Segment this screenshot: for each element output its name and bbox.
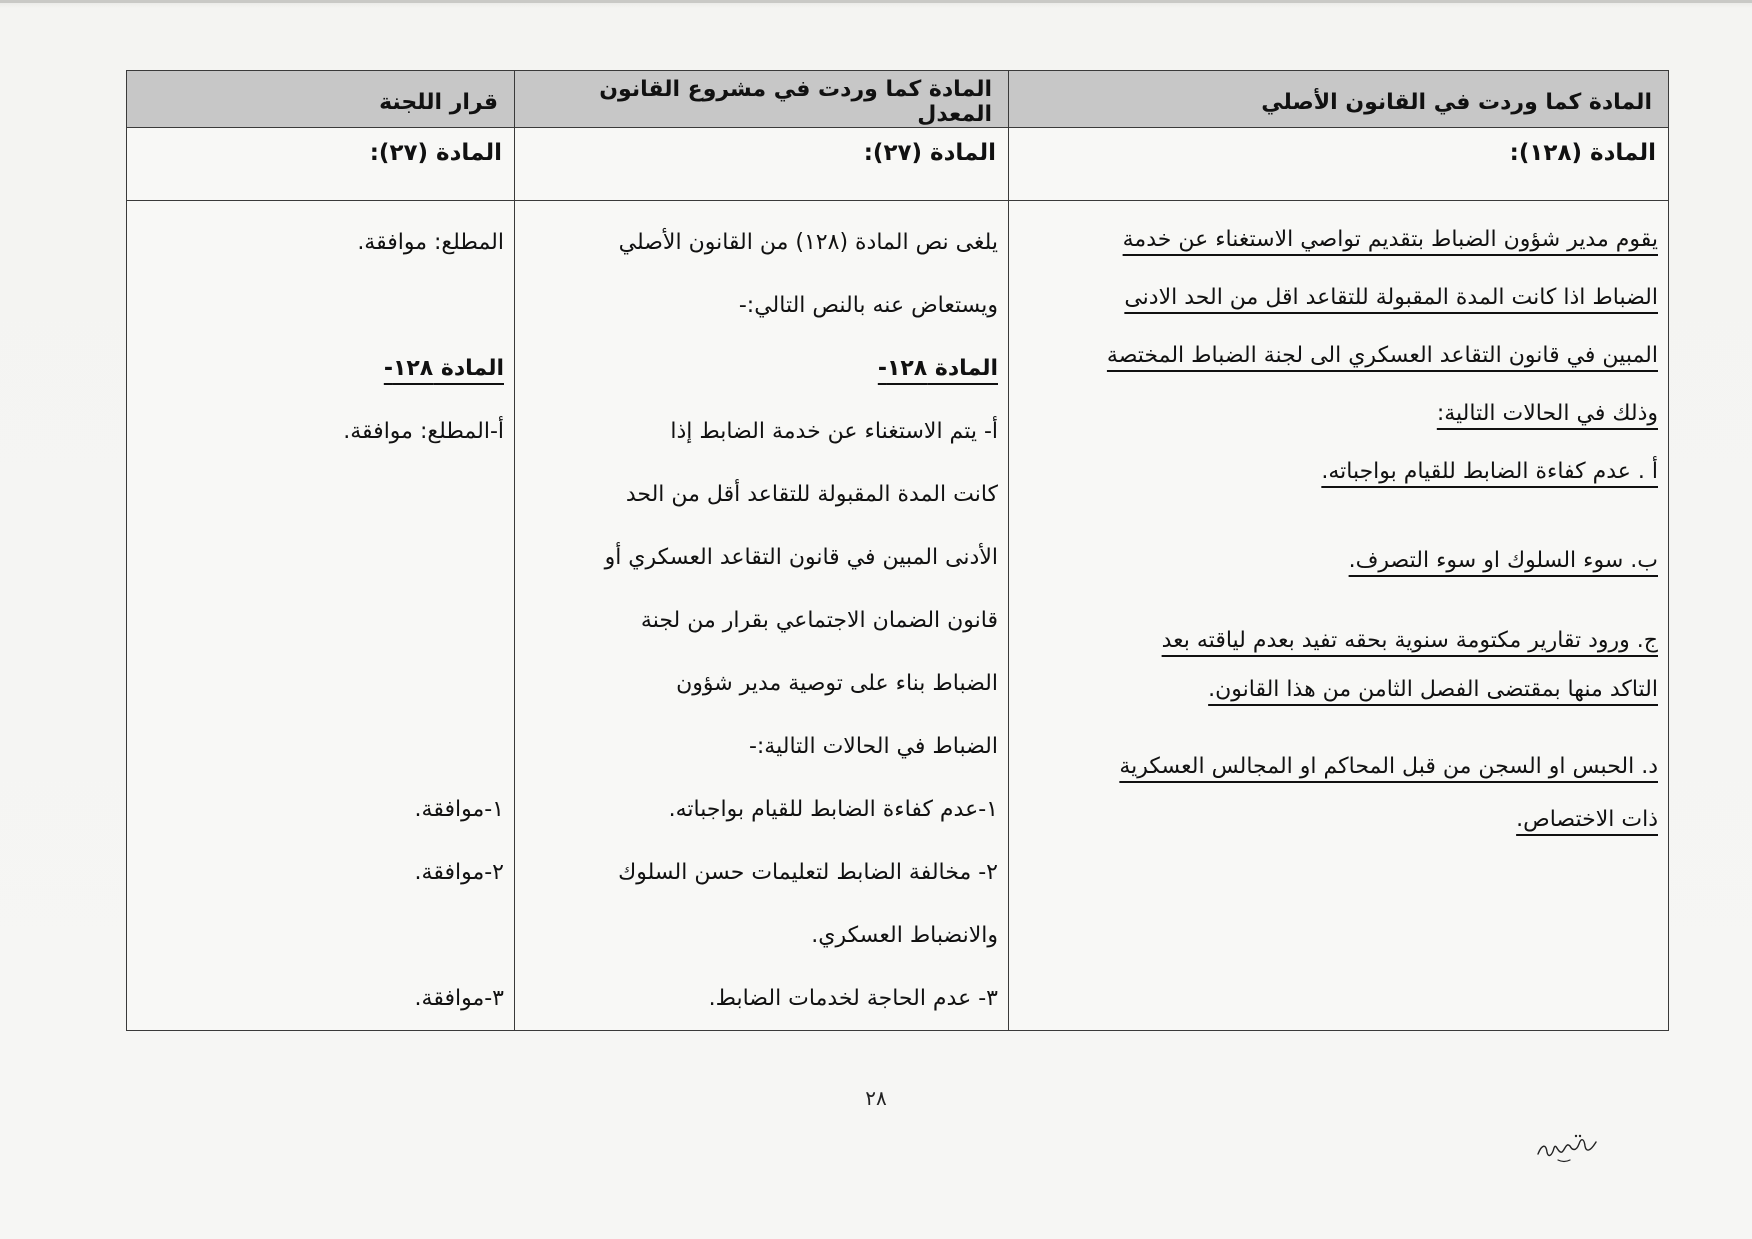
decision-text-cell: [127, 201, 515, 1031]
original-line: ج. ورود تقارير مكتومة سنوية بحقه تفيد بعدم لياقته بعد: [1161, 628, 1658, 653]
article-body-row: [127, 201, 1669, 1031]
table-header-row: [127, 71, 1669, 128]
original-line: أ . عدم كفاءة الضابط للقيام بواجباته.: [1321, 459, 1658, 484]
original-line: يقوم مدير شؤون الضباط بتقديم تواصي الاستغناء عن خدمة: [1122, 227, 1658, 252]
amended-line: الأدنى المبين في قانون التقاعد العسكري أو: [604, 545, 998, 570]
original-line: ذات الاختصاص.: [1516, 807, 1658, 832]
comparison-table: [126, 70, 1669, 1031]
article-original: المادة (١٢٨):: [1009, 128, 1669, 201]
header-amended-law: المادة كما وردت في مشروع القانون المعدل: [515, 71, 1009, 128]
amended-line: أ- يتم الاستغناء عن خدمة الضابط إذا: [670, 419, 998, 444]
amended-line: كانت المدة المقبولة للتقاعد أقل من الحد: [625, 482, 998, 507]
decision-line: ٢-موافقة.: [414, 860, 504, 885]
original-line: د. الحبس او السجن من قبل المحاكم او المجالس العسكرية: [1119, 754, 1658, 779]
decision-line: ٣-موافقة.: [414, 986, 504, 1011]
amended-line: الضباط بناء على توصية مدير شؤون: [676, 671, 998, 696]
decision-line: [137, 652, 504, 715]
scan-top-edge: [0, 0, 1752, 3]
original-line: ب. سوء السلوك او سوء التصرف.: [1348, 548, 1658, 573]
amended-text-cell: [515, 201, 1009, 1031]
amended-line: ويستعاض عنه بالنص التالي:-: [738, 293, 998, 318]
article-decision: المادة (٢٧):: [127, 128, 515, 201]
amended-line: ١-عدم كفاءة الضابط للقيام بواجباته.: [668, 797, 998, 822]
original-line: الضباط اذا كانت المدة المقبولة للتقاعد اقل من الحد الادنى: [1124, 285, 1658, 310]
amended-line: والانضباط العسكري.: [811, 923, 998, 948]
original-line: وذلك في الحالات التالية:: [1436, 401, 1658, 426]
decision-line: المطلع: موافقة.: [357, 230, 504, 255]
header-original-law: المادة كما وردت في القانون الأصلي: [1009, 71, 1669, 128]
amended-line: ٣- عدم الحاجة لخدمات الضابط.: [708, 986, 998, 1011]
decision-line: ١-موافقة.: [414, 797, 504, 822]
amended-article-heading: المادة ١٢٨-: [877, 356, 998, 381]
decision-line: [137, 526, 504, 589]
amended-line: ٢- مخالفة الضابط لتعليمات حسن السلوك: [618, 860, 998, 885]
handwritten-signature: [1532, 1130, 1602, 1168]
decision-line: [137, 274, 504, 337]
amended-line: الضباط في الحالات التالية:-: [748, 734, 998, 759]
original-line: المبين في قانون التقاعد العسكري الى لجنة الضباط المختصة: [1106, 343, 1658, 368]
decision-line: أ-المطلع: موافقة.: [343, 419, 504, 444]
page-number: ٢٨: [865, 1086, 887, 1110]
amended-line: قانون الضمان الاجتماعي بقرار من لجنة: [640, 608, 998, 633]
original-line: التاكد منها بمقتضى الفصل الثامن من هذا القانون.: [1208, 677, 1658, 702]
original-text-cell: [1009, 201, 1669, 1031]
header-committee-decision: قرار اللجنة: [127, 71, 515, 128]
article-number-row: [127, 128, 1669, 201]
decision-line: [137, 463, 504, 526]
decision-line: [137, 904, 504, 967]
decision-line: [137, 589, 504, 652]
decision-article-heading: المادة ١٢٨-: [383, 356, 504, 381]
amended-line: يلغى نص المادة (١٢٨) من القانون الأصلي: [618, 230, 998, 255]
decision-line: [137, 715, 504, 778]
article-amended: المادة (٢٧):: [515, 128, 1009, 201]
